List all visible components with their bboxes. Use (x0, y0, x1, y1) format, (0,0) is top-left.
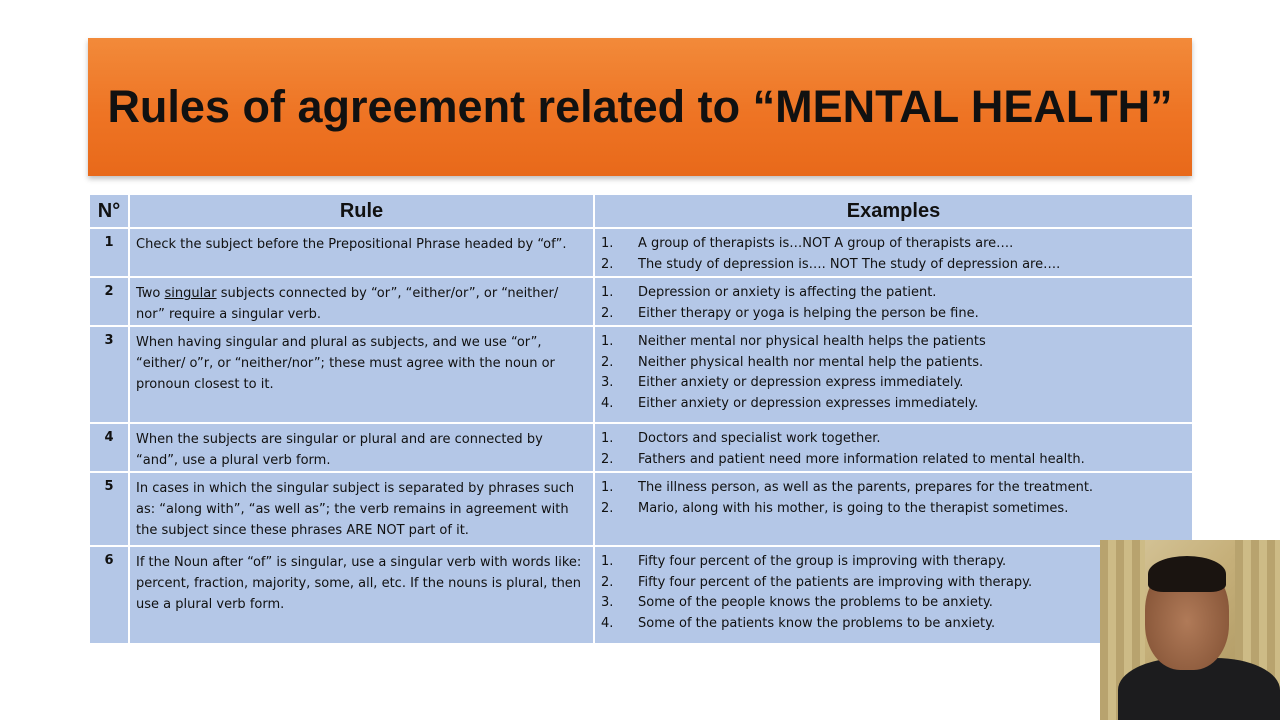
example-text: Fifty four percent of the group is improving with therapy. (638, 554, 1007, 569)
example-item (601, 234, 1184, 255)
rule-text (129, 277, 594, 326)
examples-cell (594, 277, 1193, 326)
rule-text-segment: If the Noun after “of” is singular, use a singular verb with words like: percent, fraction, majority, some, all, etc. If the nouns is plural, then use a plural verb form. (136, 555, 582, 612)
rule-text (129, 423, 594, 472)
example-number: 2. (601, 451, 614, 467)
example-item (601, 283, 1184, 304)
table-row (89, 472, 1193, 546)
example-number: 1. (601, 334, 614, 349)
example-number: 4. (601, 396, 614, 412)
example-item (601, 304, 1184, 325)
example-item (601, 499, 1184, 520)
table-row (89, 277, 1193, 326)
example-number: 2. (601, 574, 614, 590)
webcam-overlay (1100, 540, 1280, 720)
rule-text-segment: In cases in which the singular subject is separated by phrases such as: “along with”, “as well as”; the verb remains in agreement with the subject since these phrases ARE NOT part of it. (136, 481, 575, 538)
examples-cell (594, 472, 1193, 546)
example-text: Neither physical health nor mental help the patients. (638, 354, 984, 370)
example-item (601, 332, 1184, 353)
example-item (601, 373, 1184, 394)
example-text: Fathers and patient need more information related to mental health. (638, 451, 1085, 467)
header-number: N° (89, 194, 129, 228)
header-examples: Examples (594, 194, 1193, 228)
example-number: 4. (601, 616, 614, 632)
example-text: The study of depression is…. NOT The study of depression are…. (638, 256, 1061, 272)
example-text: Either anxiety or depression expresses immediately. (638, 396, 979, 412)
example-number: 1. (601, 431, 614, 446)
example-number: 2. (601, 305, 614, 321)
example-text: Some of the patients know the problems to be anxiety. (638, 616, 996, 632)
example-text: Depression or anxiety is affecting the patient. (638, 285, 937, 300)
example-item (601, 429, 1184, 450)
rule-text-segment: Check the subject before the Prepositional Phrase headed by “of”. (136, 237, 567, 252)
table-body (89, 228, 1193, 644)
example-number: 1. (601, 554, 614, 569)
example-item (601, 255, 1184, 276)
example-item (601, 614, 1184, 635)
example-number: 1. (601, 236, 614, 251)
example-text: Fifty four percent of the patients are improving with therapy. (638, 574, 1033, 590)
rules-table (88, 193, 1194, 645)
example-text: A group of therapists is…NOT A group of therapists are…. (638, 236, 1014, 251)
rule-text-segment: When having singular and plural as subjects, and we use “or”, “either/ o”r, or “neither/nor”; these must agree with the noun or pronoun closest to it. (136, 335, 555, 392)
rule-number: 6 (89, 546, 129, 644)
example-text: Some of the people knows the problems to be anxiety. (638, 595, 993, 611)
example-text: Either therapy or yoga is helping the person be fine. (638, 305, 979, 321)
table-header-row (89, 194, 1193, 228)
example-item (601, 353, 1184, 374)
example-text: Either anxiety or depression express immediately. (638, 375, 964, 391)
example-number: 2. (601, 500, 614, 516)
examples-cell (594, 326, 1193, 423)
title-banner (88, 38, 1192, 176)
header-rule: Rule (129, 194, 594, 228)
presenter-hair (1148, 556, 1226, 592)
rule-number: 2 (89, 277, 129, 326)
rule-text-underlined: singular (164, 286, 217, 301)
example-number: 2. (601, 256, 614, 272)
example-number: 1. (601, 480, 614, 495)
example-number: 2. (601, 354, 614, 370)
rule-text-segment: subjects connected by “or”, “either/or”, or “neither/ nor” require a singular verb. (136, 286, 559, 322)
rule-text (129, 472, 594, 546)
table-row (89, 326, 1193, 423)
rule-text-segment: When the subjects are singular or plural and are connected by “and”, use a plural verb form. (136, 432, 543, 468)
rule-number: 4 (89, 423, 129, 472)
rule-number: 3 (89, 326, 129, 423)
example-text: Doctors and specialist work together. (638, 431, 881, 446)
example-number: 3. (601, 375, 614, 391)
table-row (89, 546, 1193, 644)
example-text: Neither mental nor physical health helps the patients (638, 334, 986, 349)
example-item (601, 478, 1184, 499)
example-text: Mario, along with his mother, is going to the therapist sometimes. (638, 500, 1069, 516)
table-row (89, 423, 1193, 472)
examples-cell (594, 423, 1193, 472)
example-item (601, 552, 1184, 573)
example-item (601, 593, 1184, 614)
example-number: 3. (601, 595, 614, 611)
table-row (89, 228, 1193, 277)
example-item (601, 450, 1184, 471)
rule-number: 1 (89, 228, 129, 277)
example-text: The illness person, as well as the parents, prepares for the treatment. (638, 480, 1094, 495)
rule-text (129, 546, 594, 644)
examples-cell (594, 228, 1193, 277)
rule-text (129, 228, 594, 277)
slide-title: Rules of agreement related to “MENTAL HEALTH” (107, 81, 1173, 132)
example-item (601, 394, 1184, 415)
example-number: 1. (601, 285, 614, 300)
rule-number: 5 (89, 472, 129, 546)
example-item (601, 573, 1184, 594)
rule-text-segment: Two (136, 286, 165, 301)
rule-text (129, 326, 594, 423)
